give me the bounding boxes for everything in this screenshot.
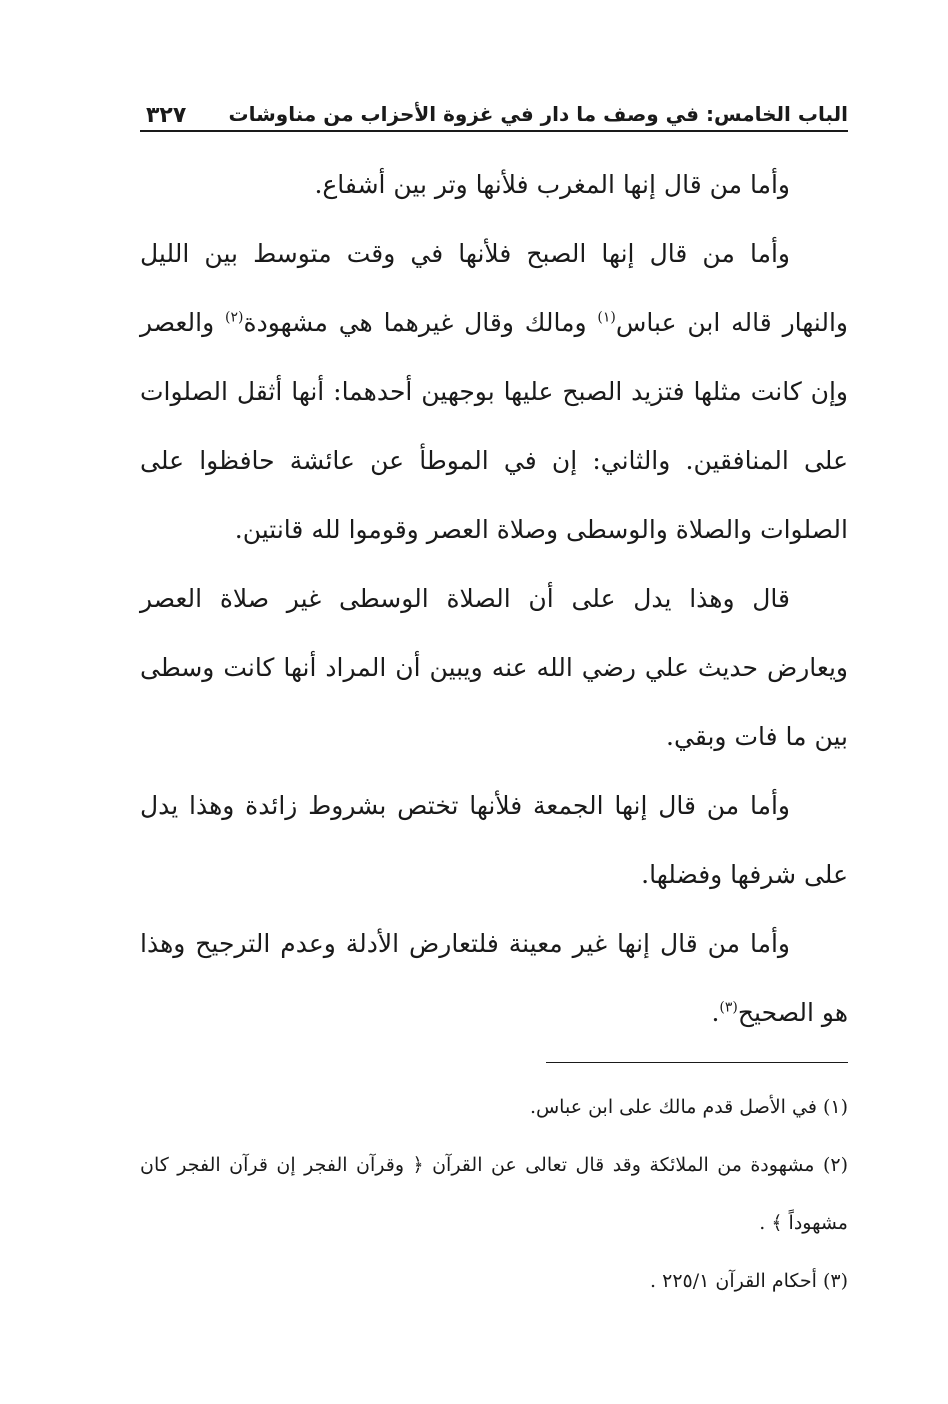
footnote-2: (٢) مشهودة من الملائكة وقد قال تعالى عن القرآن ﴿ وقرآن الفجر إن قرآن الفجر كان مشهوداً ﴾ . bbox=[140, 1154, 848, 1234]
footnotes bbox=[140, 1078, 848, 1310]
main-text bbox=[140, 150, 848, 1047]
footnote-1: (١) في الأصل قدم مالك على ابن عباس. bbox=[529, 1096, 848, 1118]
footnote-ref-3: (٣) bbox=[719, 999, 738, 1016]
paragraph-3: قال وهذا يدل على أن الصلاة الوسطى غير صلاة العصر ويعارض حديث علي رضي الله عنه ويبين أن المراد أنها كانت وسطى بين ما فات وبقي. bbox=[140, 584, 848, 751]
paragraph-2-part-c: والعصر وإن كانت مثلها فتزيد الصبح عليها بوجهين أحدهما: أنها أثقل الصلوات على المنافقين. والثاني: إن في الموطأ عن عائشة حافظوا على الصلوات والصلاة والوسطى وصلاة العصر وقوموا لله قانتين. bbox=[140, 308, 849, 544]
paragraph-1: وأما من قال إنها المغرب فلأنها وتر بين أشفاع. bbox=[314, 170, 790, 199]
footnote-ref-1: (١) bbox=[597, 309, 616, 326]
paragraph-2-part-b: ومالك وقال غيرهما هي مشهودة bbox=[243, 308, 598, 337]
paragraph-4: وأما من قال إنها الجمعة فلأنها تختص بشروط زائدة وهذا يدل على شرفها وفضلها. bbox=[140, 791, 848, 889]
paragraph-5 bbox=[140, 909, 848, 1047]
chapter-title: الباب الخامس: في وصف ما دار في غزوة الأحزاب من مناوشات bbox=[228, 102, 848, 126]
footnote-3: (٣) أحكام القرآن ٢٢٥/١ . bbox=[650, 1270, 848, 1292]
paragraph-5-part-a: وأما من قال إنها غير معينة فلتعارض الأدلة وعدم الترجيح وهذا هو الصحيح bbox=[140, 929, 848, 1027]
paragraph-2-part-a: وأما من قال إنها الصبح فلأنها في وقت متوسط بين الليل والنهار قاله ابن عباس bbox=[140, 239, 848, 337]
paragraph-5-part-b: . bbox=[711, 998, 720, 1027]
footnote-separator bbox=[546, 1062, 848, 1063]
footnote-ref-2: (٢) bbox=[225, 309, 244, 326]
page-number: ٣٢٧ bbox=[146, 103, 187, 128]
running-header bbox=[140, 96, 848, 132]
paragraph-2 bbox=[140, 219, 848, 564]
